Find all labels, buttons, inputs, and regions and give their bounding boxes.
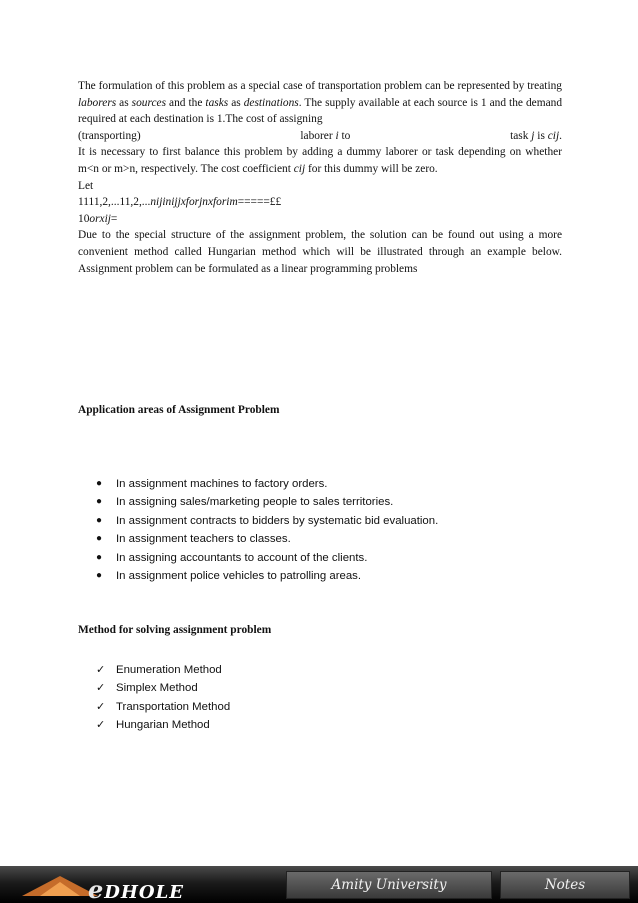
footer-banner [0,866,638,903]
notes-panel: Notes [500,871,630,899]
list-item-text: In assigning sales/marketing people to sales territories. [116,496,394,509]
edhole-logo: eDHOLE [88,875,184,903]
bullet-icon: ● [96,569,103,581]
applications-heading: Application areas of Assignment Problem [78,404,280,416]
method-list-item [96,716,230,734]
list-item-text: In assignment contracts to bidders by systematic bid evaluation. [116,514,439,527]
methods-heading: Method for solving assignment problem [78,624,272,636]
method-list-item [96,679,230,697]
formula-binary: 10orxij= [78,212,118,225]
application-list-item [96,493,438,511]
bullet-icon: ● [96,514,103,526]
application-list-item [96,549,438,567]
checkmark-icon: ✓ [96,700,106,713]
list-item-text: In assigning accountants to account of the clients. [116,551,368,564]
intro-text [78,78,562,277]
list-item-text: Hungarian Method [116,719,210,732]
application-list-item [96,567,438,585]
method-list-item [96,661,230,679]
bullet-icon: ● [96,533,103,545]
list-item-text: In assignment teachers to classes. [116,533,291,546]
logo-pyramid-inner-icon [40,882,80,896]
paragraph-balance: It is necessary to first balance this problem by adding a dummy laborer or task depending on whether m<n or m>n, respectively. The cost coefficient cij for this dummy will be zero. [78,146,562,175]
bullet-icon: ● [96,551,103,563]
university-panel: Amity University [286,871,492,899]
application-list-item [96,530,438,548]
method-list-item [96,698,230,716]
paragraph-formulation: The formulation of this problem as a special case of transportation problem can be represented by treating laborers as sources and the tasks as destinations. The supply available at each source is 1 and the demand required at each destination is 1.The cost of assigning [78,80,563,126]
checkmark-icon: ✓ [96,719,106,732]
formula-constraints: 1111,2,...11,2,...nijinijjxforjnxforim=====££ [78,196,282,209]
application-list-item [96,475,438,493]
bullet-icon: ● [96,496,103,508]
checkmark-icon: ✓ [96,664,106,676]
let-label: Let [78,179,94,192]
list-item-text: In assignment police vehicles to patrolling areas. [116,569,362,582]
methods-list [96,661,230,735]
paragraph-hungarian: Due to the special structure of the assignment problem, the solution can be found out using a more convenient method called Hungarian method which will be illustrated through an example below. Assignment problem can be formulated as a linear programming problems [78,229,562,275]
applications-list [96,475,438,585]
list-item-text: Enumeration Method [116,664,222,676]
list-item-text: Simplex Method [116,682,198,695]
cost-line: (transporting) laborer i to task j is cij. [78,129,562,142]
checkmark-icon: ✓ [96,682,106,695]
list-item-text: In assignment machines to factory orders. [116,478,328,490]
application-list-item [96,512,438,530]
list-item-text: Transportation Method [116,700,231,713]
bullet-icon: ● [96,478,103,489]
